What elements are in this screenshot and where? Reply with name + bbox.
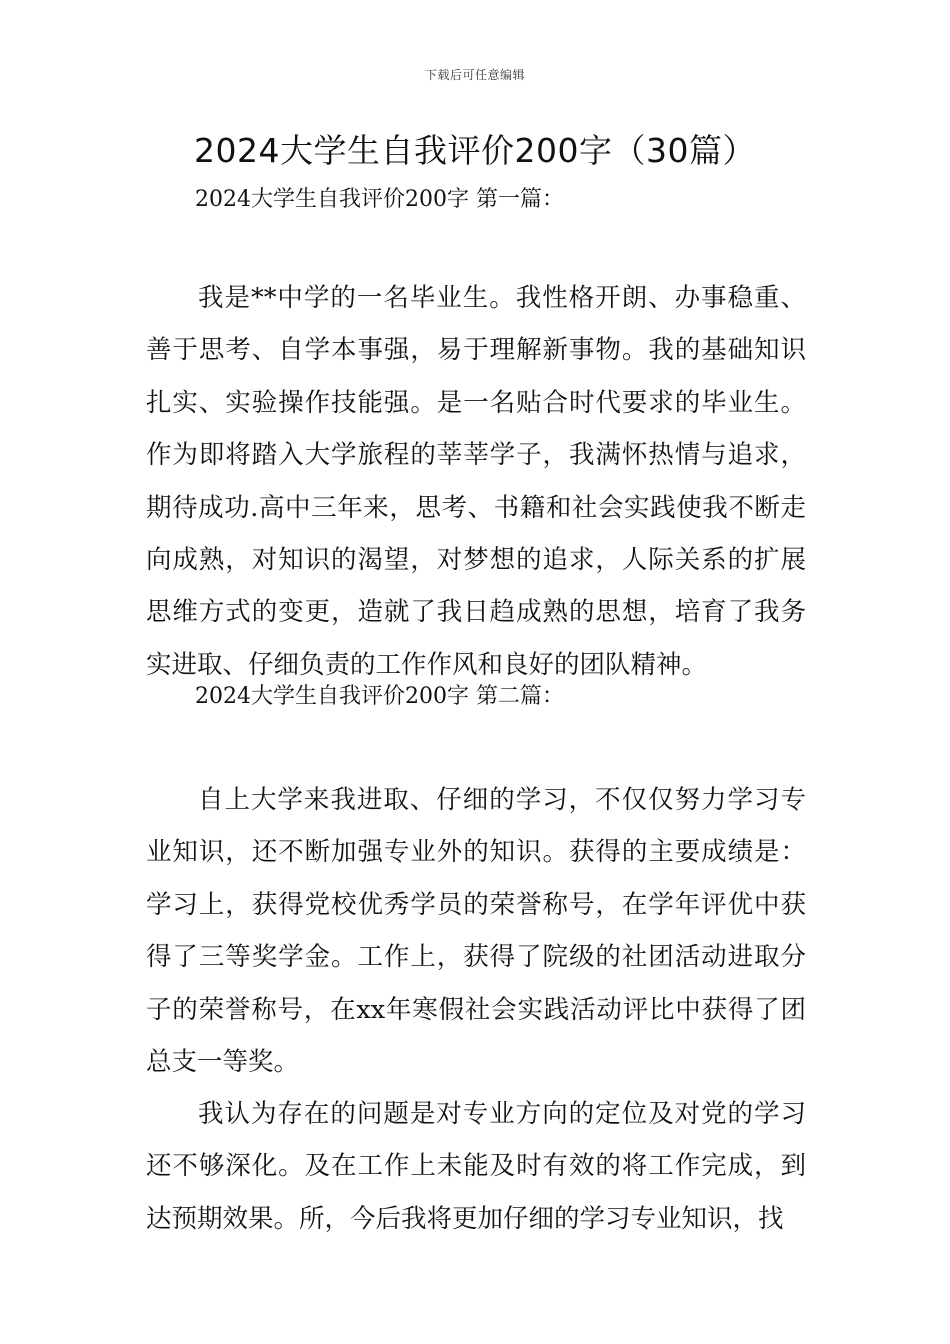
section-heading-2: 2024大学生自我评价200字 第二篇： [195, 684, 564, 709]
document-title: 2024大学生自我评价200字（30篇） [194, 131, 756, 170]
section-2-paragraph-1: 自上大学来我进取、仔细的学习，不仅仅努力学习专业知识，还不断加强专业外的知识。获得的主要成绩是：学习上，获得党校优秀学员的荣誉称号，在学年评优中获得了三等奖学金。工作上，获得了院级的社团活动进取分子的荣誉称号，在xx年寒假社会实践活动评比中获得了团总支一等奖。 [146, 785, 806, 1078]
page-header-note: 下载后可任意编辑 [424, 68, 525, 82]
section-heading-1: 2024大学生自我评价200字 第一篇： [195, 187, 564, 212]
section-2-paragraph-2: 我认为存在的问题是对专业方向的定位及对党的学习还不够深化。及在工作上未能及时有效的将工作完成，到达预期效果。所，今后我将更加仔细的学习专业知识，找 [146, 1099, 806, 1234]
section-1-paragraph-1: 我是**中学的一名毕业生。我性格开朗、办事稳重、善于思考、自学本事强，易于理解新事物。我的基础知识扎实、实验操作技能强。是一名贴合时代要求的毕业生。作为即将踏入大学旅程的莘莘学子，我满怀热情与追求，期待成功.高中三年来，思考、书籍和社会实践使我不断走向成熟，对知识的渴望，对梦想的追求，人际关系的扩展思维方式的变更，造就了我日趋成熟的思想，培育了我务实进取、仔细负责的工作作风和良好的团队精神。 [146, 283, 806, 680]
